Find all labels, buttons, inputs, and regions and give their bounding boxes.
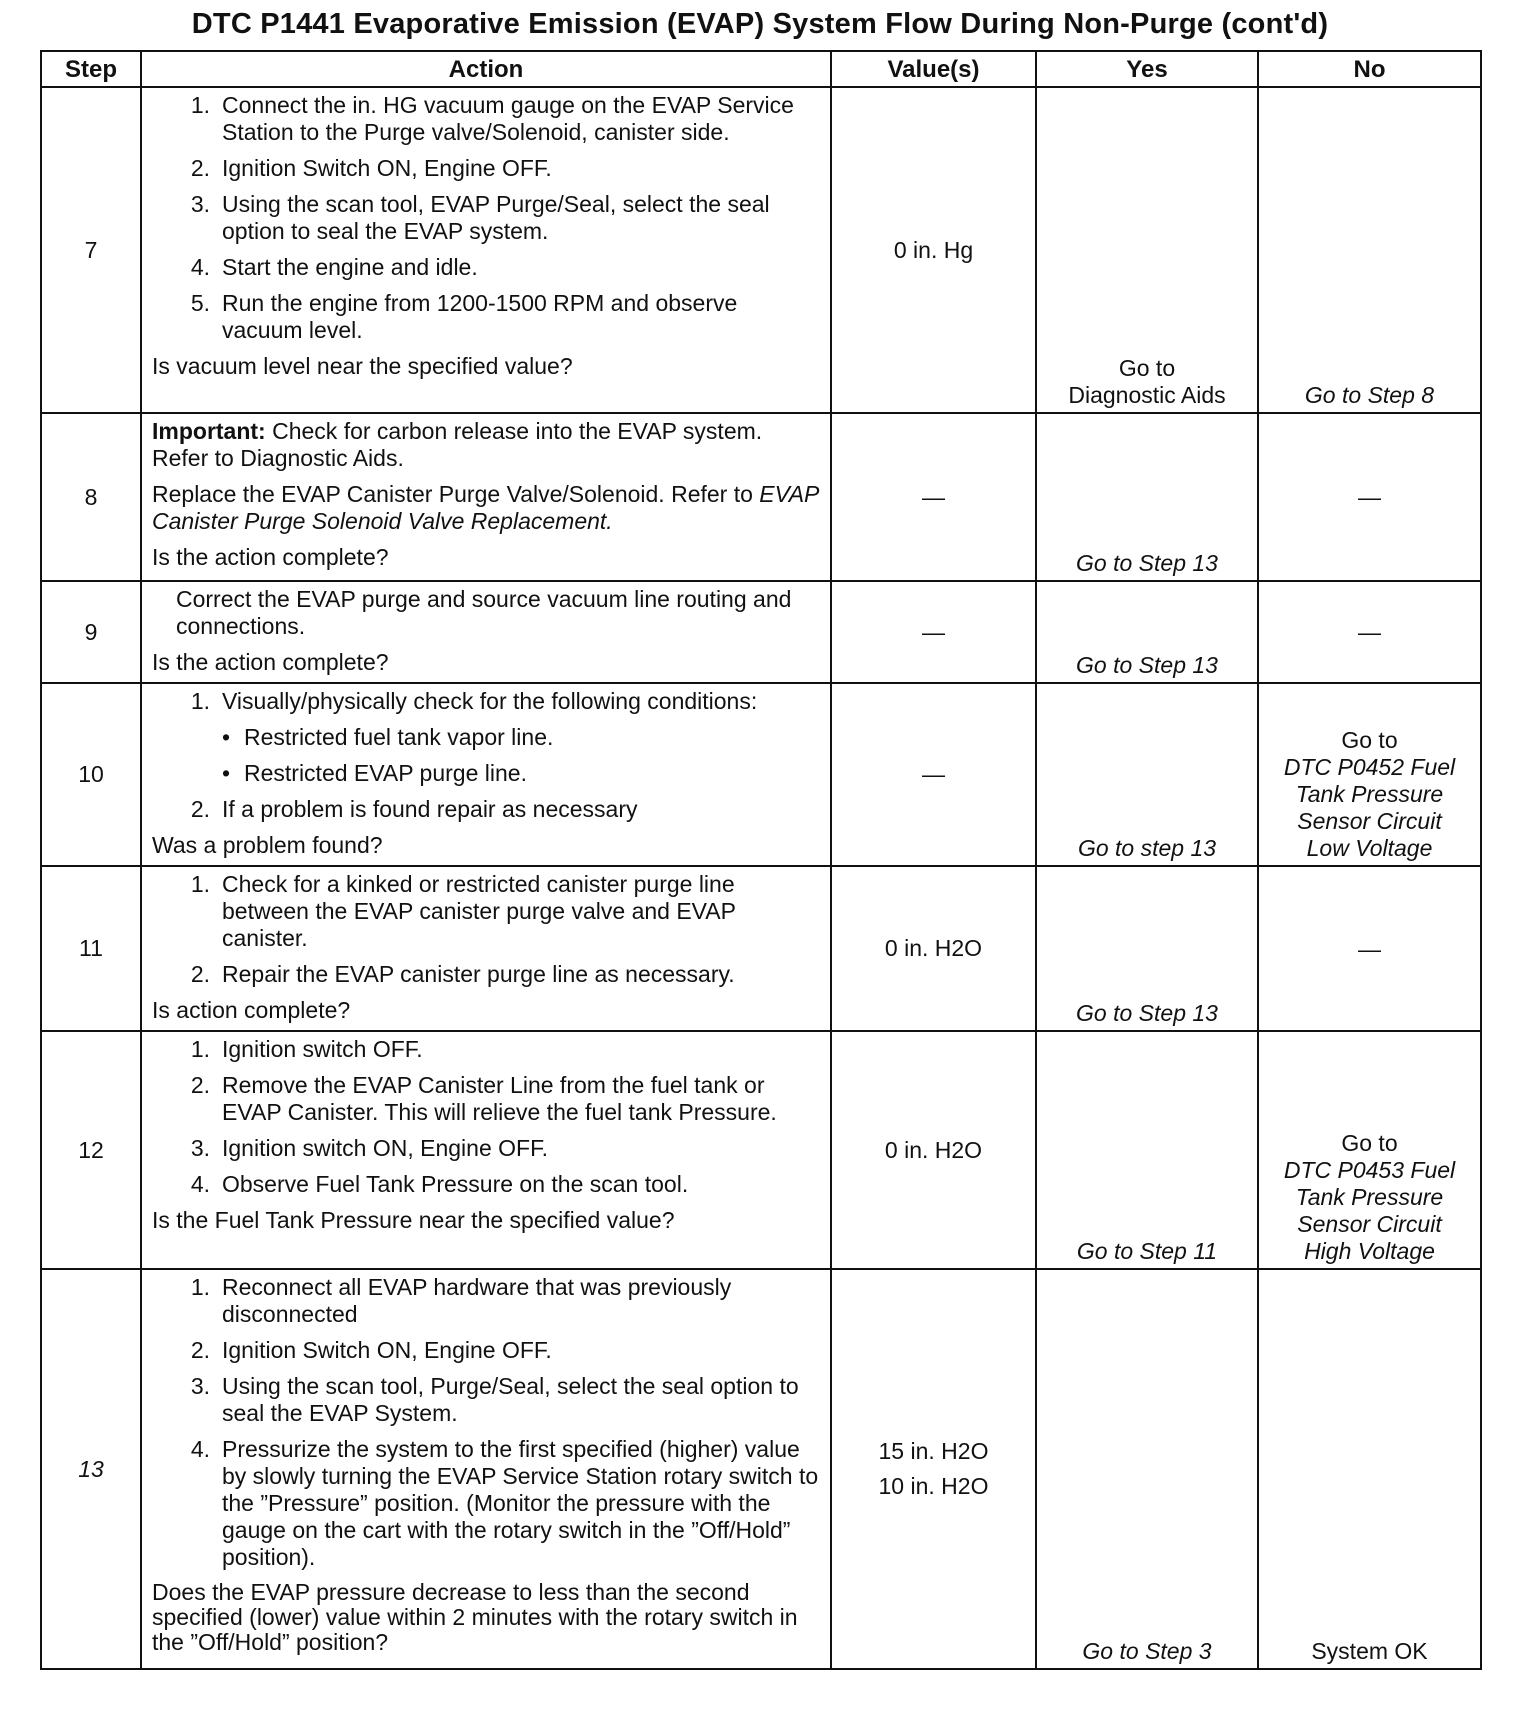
list-item: 2. Ignition Switch ON, Engine OFF. <box>190 155 552 181</box>
question-text: Is the action complete? <box>152 544 389 570</box>
question-text: Is the action complete? <box>152 649 389 675</box>
reference-link: EVAP Canister Purge Solenoid Valve Replacement. <box>152 481 819 534</box>
yes-cell: Go to Step 3 <box>1036 1269 1258 1669</box>
list-item: 1. Reconnect all EVAP hardware that was previously disconnected <box>190 1274 732 1327</box>
step-number: 9 <box>41 581 141 683</box>
bullet-item: • Restricted fuel tank vapor line. <box>222 724 554 750</box>
action-cell <box>141 581 831 683</box>
value-cell: 0 in. H2O <box>831 1031 1036 1269</box>
yes-cell: Go to Diagnostic Aids <box>1036 87 1258 413</box>
table-row <box>41 413 1481 581</box>
table-row <box>41 1269 1481 1669</box>
yes-cell: Go to Step 11 <box>1036 1031 1258 1269</box>
list-item: 4. Observe Fuel Tank Pressure on the scan tool. <box>190 1171 689 1197</box>
list-item: 1. Check for a kinked or restricted canister purge line between the EVAP canister purge valve and EVAP canister. <box>190 871 736 951</box>
yes-cell: Go to Step 13 <box>1036 413 1258 581</box>
action-cell <box>141 1031 831 1269</box>
list-item: 2. Repair the EVAP canister purge line as necessary. <box>190 961 735 987</box>
value-cell: — <box>831 581 1036 683</box>
table-row <box>41 581 1481 683</box>
question-text: Is action complete? <box>152 997 351 1023</box>
step-number: 13 <box>41 1269 141 1669</box>
question-text: Was a problem found? <box>152 832 383 858</box>
list-item: 4. Start the engine and idle. <box>190 254 478 280</box>
list-item: 2. Remove the EVAP Canister Line from the fuel tank or EVAP Canister. This will relieve the fuel tank Pressure. <box>190 1072 777 1125</box>
important-note: Important: Check for carbon release into the EVAP system. Refer to Diagnostic Aids. <box>152 418 763 471</box>
header-row <box>41 51 1481 87</box>
diagnostic-table <box>40 50 1482 1670</box>
list-item: 1. Connect the in. HG vacuum gauge on the EVAP Service Station to the Purge valve/Solenoid, canister side. <box>190 92 794 145</box>
header-action: Action <box>141 51 831 87</box>
no-cell: — <box>1258 413 1481 581</box>
value-cell: — <box>831 683 1036 866</box>
no-cell: — <box>1258 581 1481 683</box>
header-values: Value(s) <box>831 51 1036 87</box>
header-step: Step <box>41 51 141 87</box>
list-item: 3. Using the scan tool, Purge/Seal, select the seal option to seal the EVAP System. <box>190 1373 799 1426</box>
page-title: DTC P1441 Evaporative Emission (EVAP) System Flow During Non-Purge (cont'd) <box>191 8 1329 40</box>
table-row <box>41 866 1481 1031</box>
step-number: 8 <box>41 413 141 581</box>
list-item: 4. Pressurize the system to the first specified (higher) value by slowly turning the EVAP Service Station rotary switch to the ”Pressure” position. (Monitor the pressure with the gauge on the cart with the rotary switch in the ”Off/Hold” position). <box>190 1436 819 1570</box>
action-cell <box>141 87 831 413</box>
table-row <box>41 87 1481 413</box>
action-cell <box>141 683 831 866</box>
instruction-text: Correct the EVAP purge and source vacuum line routing and connections. <box>176 586 792 639</box>
list-item: 1. Visually/physically check for the following conditions: <box>190 688 758 714</box>
question-text: Is vacuum level near the specified value? <box>152 353 573 379</box>
header-no: No <box>1258 51 1481 87</box>
action-cell <box>141 866 831 1031</box>
value-cell: — <box>831 413 1036 581</box>
no-cell: System OK <box>1258 1269 1481 1669</box>
step-number: 7 <box>41 87 141 413</box>
no-cell: Go to DTC P0452 Fuel Tank Pressure Sensor Circuit Low Voltage <box>1258 683 1481 866</box>
value-cell: 15 in. H2O 10 in. H2O <box>831 1269 1036 1669</box>
list-item: 3. Using the scan tool, EVAP Purge/Seal, select the seal option to seal the EVAP system. <box>190 191 770 244</box>
value-cell: 0 in. Hg <box>831 87 1036 413</box>
question-text: Does the EVAP pressure decrease to less than the second specified (lower) value within 2 minutes with the rotary switch in the ”Off/Hold” position? <box>152 1579 798 1655</box>
list-item: 5. Run the engine from 1200-1500 RPM and observe vacuum level. <box>190 290 738 343</box>
table-row <box>41 1031 1481 1269</box>
yes-cell: Go to Step 13 <box>1036 866 1258 1031</box>
step-number: 10 <box>41 683 141 866</box>
action-cell <box>141 1269 831 1669</box>
replace-instruction: Replace the EVAP Canister Purge Valve/Solenoid. Refer to EVAP Canister Purge Solenoid Valve Replacement. <box>152 481 819 534</box>
no-cell: — <box>1258 866 1481 1031</box>
no-cell: Go to Step 8 <box>1258 87 1481 413</box>
action-cell <box>141 413 831 581</box>
question-text: Is the Fuel Tank Pressure near the specified value? <box>152 1207 675 1233</box>
step-number: 12 <box>41 1031 141 1269</box>
no-cell: Go to DTC P0453 Fuel Tank Pressure Sensor Circuit High Voltage <box>1258 1031 1481 1269</box>
list-item: 2. Ignition Switch ON, Engine OFF. <box>190 1337 552 1363</box>
value-cell: 0 in. H2O <box>831 866 1036 1031</box>
list-item: 1. Ignition switch OFF. <box>190 1036 423 1062</box>
yes-cell: Go to step 13 <box>1036 683 1258 866</box>
table-row <box>41 683 1481 866</box>
list-item: 3. Ignition switch ON, Engine OFF. <box>190 1135 548 1161</box>
list-item: 2. If a problem is found repair as necessary <box>190 796 638 822</box>
step-number: 11 <box>41 866 141 1031</box>
header-yes: Yes <box>1036 51 1258 87</box>
bullet-item: • Restricted EVAP purge line. <box>222 760 527 786</box>
yes-cell: Go to Step 13 <box>1036 581 1258 683</box>
